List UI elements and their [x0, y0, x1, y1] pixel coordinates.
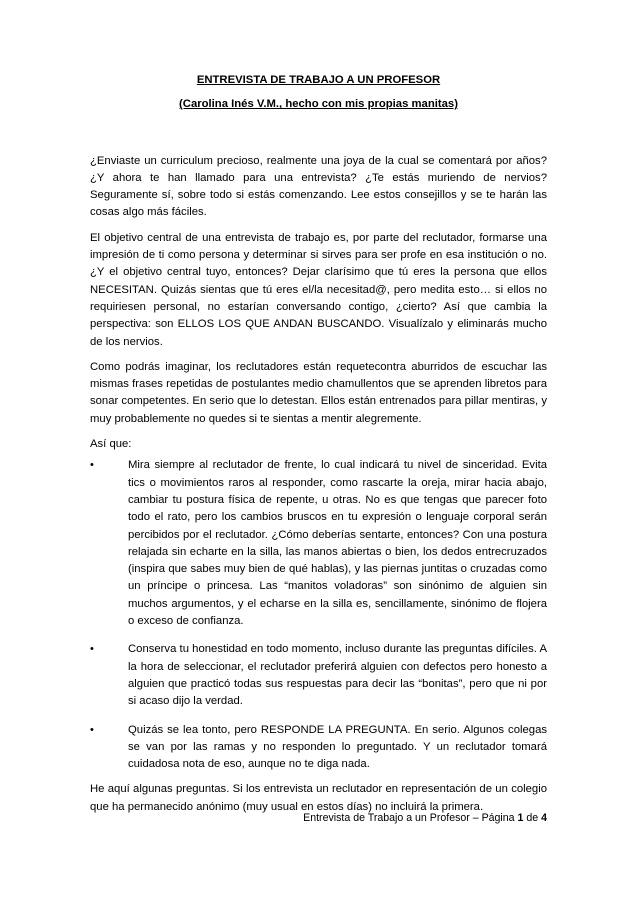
document-subtitle: (Carolina Inés V.M., hecho con mis propias manitas): [179, 98, 458, 111]
document-title: ENTREVISTA DE TRABAJO A UN PROFESOR: [196, 74, 441, 86]
paragraph-intro: ¿Enviaste un curriculum precioso, realmente una joya de la cual se comentará por años? ¿Y ahora te han llamado para una entrevista? ¿Te estás muriendo de nervios? Seguramente sí, sobre todo si estás comenzando. Lee estos consejillos y se te harán las cosas algo más fáciles.: [90, 154, 547, 219]
list-item-text: Conserva tu honestidad en todo momento, incluso durante las preguntas difíciles. A la hora de seleccionar, el reclutador preferirá alguien con defectos pero honesto a alguien que practicó todas sus respuestas para decir las “bonitas”, pero que ni por si acaso dijo la verdad.: [128, 643, 547, 708]
footer-total-pages: 4: [541, 812, 547, 824]
bullet-icon: •: [90, 643, 94, 656]
footer-of: de: [523, 812, 542, 824]
list-item: [90, 722, 547, 774]
list-item: [90, 641, 547, 710]
paragraph-objective: El objetivo central de una entrevista de trabajo es, por parte del reclutador, formarse una impresión de ti como persona y determinar si sirves para ser profe en esa institución o no. ¿Y el objetivo central tuyo, entonces? Dejar clarísimo que tú eres la persona que ellos NECESITAN. Quizás sientas que tú eres el/la necesitad@, pero medita esto… si ellos no requiriesen personal, no estarían conversando contigo, ¿cierto? Así que cambia la perspectiva: son ELLOS LOS QUE ANDAN BUSCANDO. Visualízalo y eliminarás mucho de los nervios.: [90, 231, 547, 348]
paragraph-closing: He aquí algunas preguntas. Si los entrevista un reclutador en representación de un colegio que ha permanecido anónimo (muy usual en estos días) no incluirá la primera.: [90, 783, 547, 813]
paragraph-recruiters: Como podrás imaginar, los reclutadores están requetecontra aburridos de escuchar las mismas frases repetidas de postulantes medio chamullentos que se aprenden libretos para sonar competentes. En serio que lo detestan. Ellos están entrenados para pillar mentiras, y muy probablemente no quedes si te sientas a mentir alegremente.: [90, 360, 547, 425]
page-content: [90, 72, 547, 816]
advice-list: [90, 457, 547, 773]
footer-page-number: 1: [517, 812, 524, 824]
list-item-text: Mira siempre al reclutador de frente, lo cual indicará tu nivel de sinceridad. Evita tics o movimientos raros al responder, como rascarte la oreja, mirar hacia abajo, cambiar tu postura física de repente, u otras. No es que tengas que parecer foto todo el rato, pero los cambios bruscos en tu expresión o lenguaje corporal serán percibidos por el reclutador. ¿Cómo deberías sentarte, entonces? Con una postura relajada sin echarte en la silla, las manos abiertas o bien, los dedos entrecruzados (inspira que sabes muy bien de qué hablas), y las piernas juntitas o cruzadas como un príncipe o princesa. Las “manitos voladoras” son sinónimo de alguien sin muchos argumentos, y el echarse en la silla es, sencillamente, sinónimo de flojera o exceso de confianza.: [128, 459, 547, 628]
bullet-icon: •: [90, 723, 94, 736]
footer-label: Entrevista de Trabajo a un Profesor – Página: [303, 812, 518, 824]
list-item-text: Quizás se lea tonto, pero RESPONDE LA PREGUNTA. En serio. Algunos colegas se van por las ramas y no responden lo preguntado. Y un reclutador tomará cuidadosa nota de eso, aunque no te diga nada.: [128, 723, 547, 771]
page-footer: [303, 812, 547, 824]
paragraph-asi-que: Así que:: [90, 438, 132, 451]
bullet-icon: •: [90, 459, 94, 472]
list-item: [90, 457, 547, 630]
